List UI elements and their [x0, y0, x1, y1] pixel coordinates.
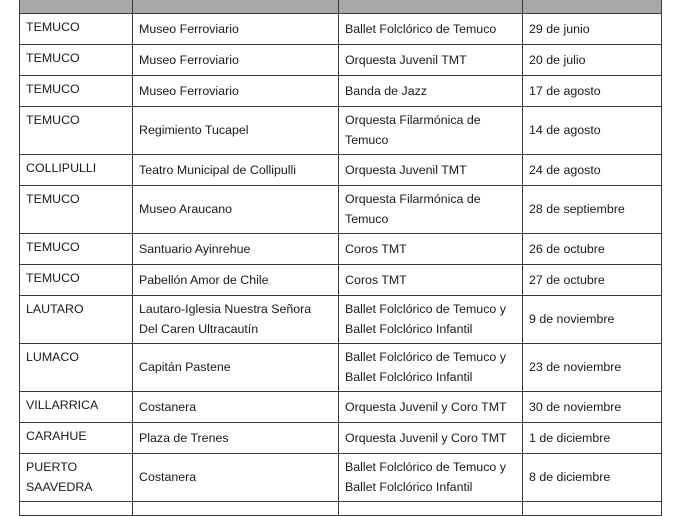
commune-cell: TEMUCO [20, 234, 133, 265]
ensemble-cell: Ballet Folclórico de Temuco [339, 14, 523, 45]
commune-cell: TEMUCO [20, 45, 133, 76]
table-row [20, 76, 662, 107]
ensemble-cell: Coros TMT [339, 265, 523, 296]
date-cell: 29 de junio [523, 14, 662, 45]
commune-cell: TEMUCO [20, 107, 133, 155]
venue-cell: Pabellón Amor de Chile [133, 265, 339, 296]
ensemble-cell: Ballet Folclórico de Temuco y Ballet Folclórico Infantil [339, 454, 523, 502]
commune-cell: LAUTARO [20, 296, 133, 344]
commune-cell: COLLIPULLI [20, 155, 133, 186]
table-row [20, 234, 662, 265]
ensemble-cell: Orquesta Filarmónica de Temuco [339, 107, 523, 155]
table-row [20, 155, 662, 186]
date-cell: 24 de agosto [523, 155, 662, 186]
ensemble-cell: Orquesta Juvenil TMT [339, 45, 523, 76]
commune-cell: PUERTO SAAVEDRA [20, 454, 133, 502]
date-cell: 23 de noviembre [523, 344, 662, 392]
ensemble-cell: Orquesta Juvenil y Coro TMT [339, 423, 523, 454]
header-row [20, 0, 662, 14]
date-cell: 1 de diciembre [523, 423, 662, 454]
header-cell [339, 0, 523, 14]
venue-cell: Teatro Municipal de Collipulli [133, 155, 339, 186]
date-cell: 8 de diciembre [523, 454, 662, 502]
table-row [20, 265, 662, 296]
table-row [20, 423, 662, 454]
commune-cell: VILLARRICA [20, 392, 133, 423]
venue-cell: Museo Araucano [133, 186, 339, 234]
date-cell: 20 de julio [523, 45, 662, 76]
commune-cell: TEMUCO [20, 76, 133, 107]
commune-cell: TEMUCO [20, 265, 133, 296]
table-row [20, 454, 662, 502]
table-row [20, 344, 662, 392]
ensemble-cell: Orquesta Filarmónica de Temuco [339, 186, 523, 234]
venue-cell: Lautaro-Iglesia Nuestra Señora Del Caren Ultracautín [133, 296, 339, 344]
table-row [20, 14, 662, 45]
table-row [20, 186, 662, 234]
event-schedule-table [19, 0, 662, 516]
schedule-body [20, 0, 662, 516]
venue-cell: Costanera [133, 454, 339, 502]
table-row [20, 296, 662, 344]
commune-cell: CARAHUE [20, 423, 133, 454]
venue-cell: Santuario Ayinrehue [133, 234, 339, 265]
date-cell: 9 de noviembre [523, 296, 662, 344]
ensemble-cell: Ballet Folclórico de Temuco y Ballet Folclórico Infantil [339, 344, 523, 392]
date-cell: 30 de noviembre [523, 392, 662, 423]
date-cell: 28 de septiembre [523, 186, 662, 234]
venue-cell: Plaza de Trenes [133, 423, 339, 454]
commune-cell: TEMUCO [20, 14, 133, 45]
date-cell: 26 de octubre [523, 234, 662, 265]
table-row [20, 392, 662, 423]
ensemble-cell: Orquesta Juvenil TMT [339, 155, 523, 186]
venue-cell: Regimiento Tucapel [133, 107, 339, 155]
ensemble-cell: Coros TMT [339, 234, 523, 265]
venue-cell: Museo Ferroviario [133, 45, 339, 76]
venue-cell: Capitán Pastene [133, 344, 339, 392]
table-row [20, 107, 662, 155]
date-cell: 14 de agosto [523, 107, 662, 155]
header-cell [20, 0, 133, 14]
ensemble-cell: Ballet Folclórico de Temuco y Ballet Folclórico Infantil [339, 296, 523, 344]
venue-cell: Museo Ferroviario [133, 76, 339, 107]
date-cell: 17 de agosto [523, 76, 662, 107]
header-cell [523, 0, 662, 14]
ensemble-cell: Banda de Jazz [339, 76, 523, 107]
venue-cell: Costanera [133, 392, 339, 423]
commune-cell: TEMUCO [20, 186, 133, 234]
date-cell: 27 de octubre [523, 265, 662, 296]
commune-cell: LUMACO [20, 344, 133, 392]
venue-cell: Museo Ferroviario [133, 14, 339, 45]
table-row [20, 45, 662, 76]
header-cell [133, 0, 339, 14]
ensemble-cell: Orquesta Juvenil y Coro TMT [339, 392, 523, 423]
